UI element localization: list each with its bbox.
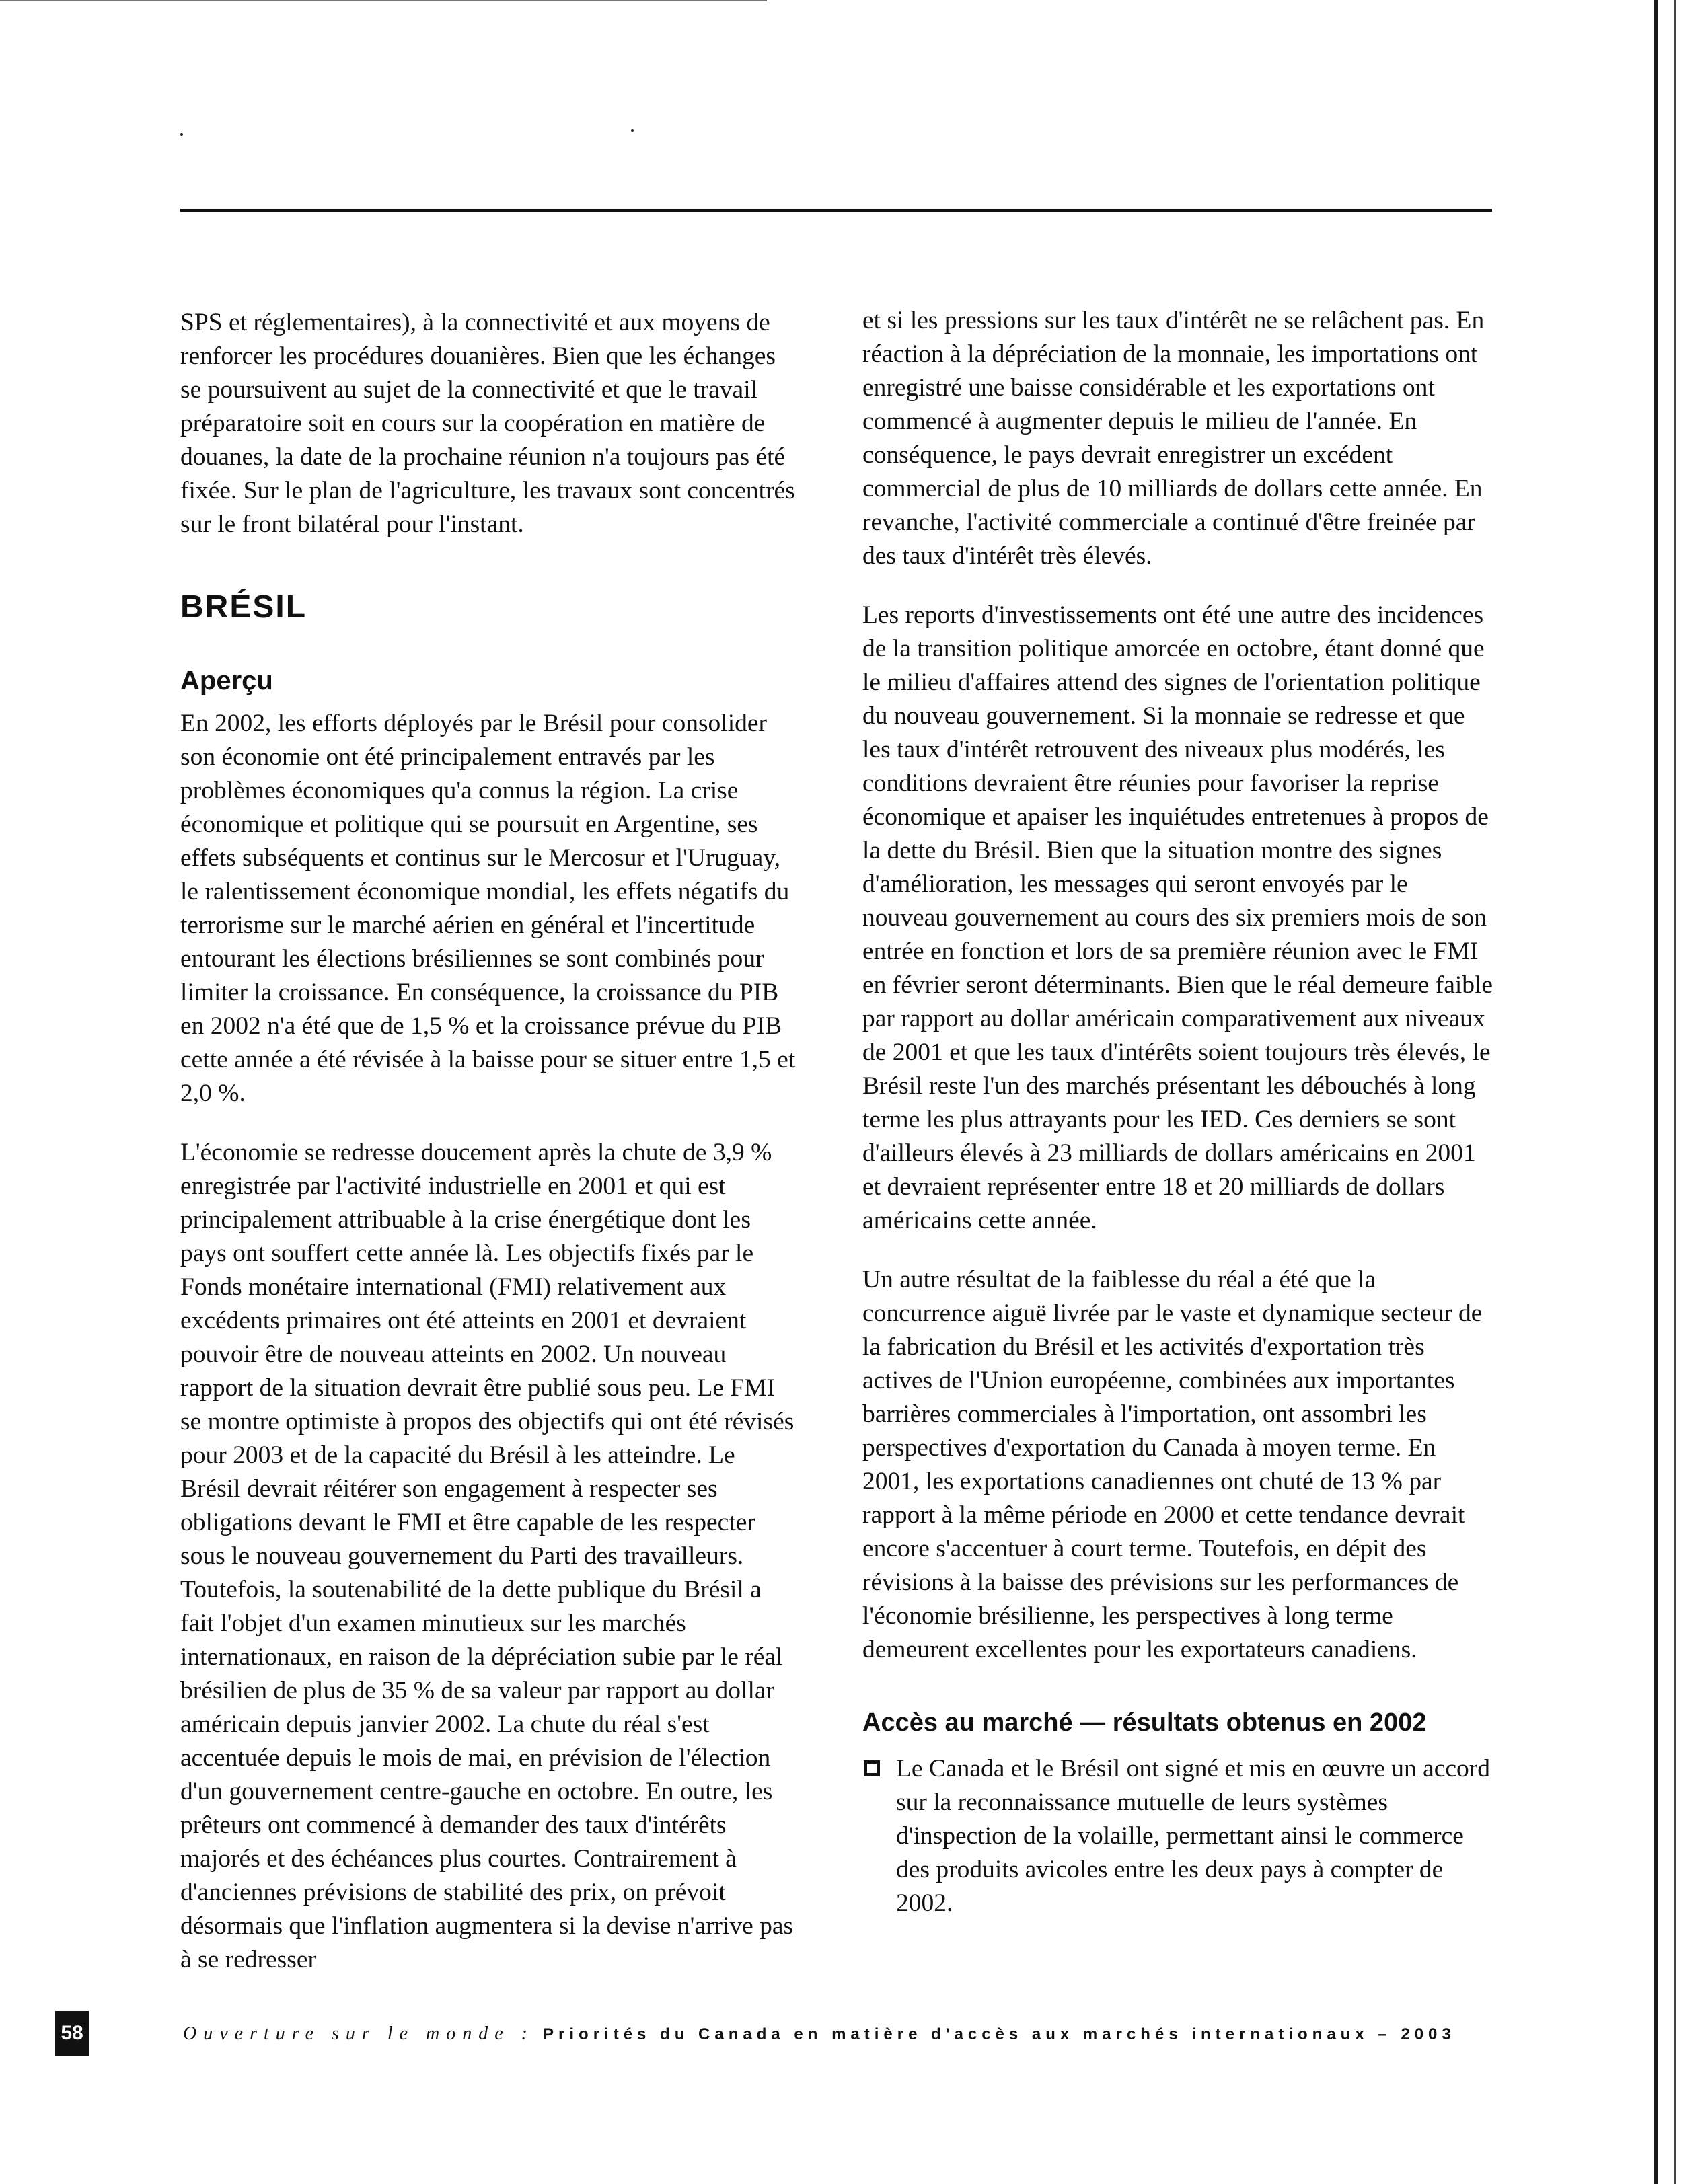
header-rule <box>180 209 1492 212</box>
footer <box>183 2023 1456 2045</box>
section-heading: BRÉSIL <box>180 589 307 625</box>
scan-right-edge <box>1654 0 1658 2184</box>
body-paragraph: Les reports d'investissements ont été une autre des incidences de la transition politique amorcée en octobre, étant donné que le milieu d'affaires attend des signes de l'orientation politique du nouveau gouvernement. Si la monnaie se redresse et que les taux d'intérêt retrouvent des niveaux plus modérés, les conditions devraient être réunies pour favoriser la reprise économique et apaiser les inquiétudes entretenues à propos de la dette du Brésil. Bien que la situation montre des signes d'amélioration, les messages qui seront envoyés par le nouveau gouvernement au cours des six premiers mois de son entrée en fonction et lors de sa première réunion avec le FMI en février seront déterminants. Bien que le réal demeure faible par rapport au dollar américain comparativement aux niveaux de 2001 et que les taux d'intérêts soient toujours très élevés, le Brésil reste l'un des marchés présentant les débouchés à long terme les plus attrayants pour les IED. Ces derniers se sont d'ailleurs élevés à 23 milliards de dollars américains en 2001 et devraient représenter entre 18 et 20 milliards de dollars américains cette année. <box>862 601 1493 1234</box>
sub-heading-overview: Aperçu <box>180 666 273 695</box>
scan-speck <box>180 133 183 136</box>
bullet-item <box>862 1752 1495 1920</box>
right-column <box>862 304 1495 1920</box>
left-column <box>180 306 799 2002</box>
scan-speck <box>631 129 634 132</box>
intro-paragraph: SPS et réglementaires), à la connectivité et aux moyens de renforcer les procédures douanières. Bien que les échanges se poursuivent au sujet de la connectivité et que le travail préparatoire soit en cours sur la coopération en matière de douanes, la date de la prochaine réunion n'a toujours pas été fixée. Sur le plan de l'agriculture, les travaux sont concentrés sur le front bilatéral pour l'instant. <box>180 309 795 538</box>
bullet-text: Le Canada et le Brésil ont signé et mis en œuvre un accord sur la reconnaissance mutuelle de leurs systèmes d'inspection de la volaille, permettant ainsi le commerce des produits avicoles entre les deux pays à compter de 2002. <box>896 1755 1491 1917</box>
body-paragraph: L'économie se redresse doucement après la chute de 3,9 % enregistrée par l'activité industrielle en 2001 et qui est principalement attribuable à la crise énergétique dont les pays ont souffert cette année là. Les objectifs fixés par le Fonds monétaire international (FMI) relativement aux excédents primaires ont été atteints en 2001 et devraient pouvoir être de nouveau atteints en 2002. Un nouveau rapport de la situation devrait être publié sous peu. Le FMI se montre optimiste à propos des objectifs qui ont été révisés pour 2003 et de la capacité du Brésil à les atteindre. Le Brésil devrait réitérer son engagement à respecter ses obligations devant le FMI et être capable de les respecter sous le nouveau gouvernement du Parti des travailleurs. Toutefois, la soutenabilité de la dette publique du Brésil a fait l'objet d'un examen minutieux sur les marchés internationaux, en raison de la dépréciation subie par le réal brésilien de plus de 35 % de sa valeur par rapport au dollar américain depuis janvier 2002. La chute du réal s'est accentuée depuis le mois de mai, en prévision de l'élection d'un gouvernement centre-gauche en octobre. En outre, les prêteurs ont commencé à demander des taux d'intérêts majorés et des échéances plus courtes. Contrairement à d'anciennes prévisions de stabilité des prix, on prévoit désormais que l'inflation augmentera si la devise n'arrive pas à se redresser <box>180 1139 794 1973</box>
body-paragraph: et si les pressions sur les taux d'intérêt ne se relâchent pas. En réaction à la dépréciation de la monnaie, les importations ont enregistré une baisse considérable et les exportations ont commencé à augmenter depuis le milieu de l'année. En conséquence, le pays devrait enregistrer un excédent commercial de plus de 10 milliards de dollars cette année. En revanche, l'activité commerciale a continué d'être freinée par des taux d'intérêt très élevés. <box>862 307 1485 570</box>
page-number: 58 <box>55 2011 89 2056</box>
scan-top-line <box>0 0 767 1</box>
square-bullet-icon <box>864 1760 880 1776</box>
footer-title: Ouverture sur le monde : <box>183 2023 535 2044</box>
footer-subtitle: Priorités du Canada en matière d'accès aux marchés internationaux – 2003 <box>543 2025 1456 2043</box>
body-paragraph: Un autre résultat de la faiblesse du réal a été que la concurrence aiguë livrée par le vaste et dynamique secteur de la fabrication du Brésil et les activités d'exportation très actives de l'Union européenne, combinées aux importantes barrières commerciales à l'importation, ont assombri les perspectives d'exportation du Canada à moyen terme. En 2001, les exportations canadiennes ont chuté de 13 % par rapport à la même période en 2000 et cette tendance devrait encore s'accentuer à court terme. Toutefois, en dépit des révisions à la baisse des prévisions sur les performances de l'économie brésilienne, les perspectives à long terme demeurent excellentes pour les exportateurs canadiens. <box>862 1266 1483 1663</box>
sub-heading-market-access: Accès au marché — résultats obtenus en 2002 <box>862 1708 1427 1737</box>
body-paragraph: En 2002, les efforts déployés par le Brésil pour consolider son économie ont été principalement entravés par les problèmes économiques qu'a connus la région. La crise économique et politique qui se poursuit en Argentine, ses effets subséquents et continus sur le Mercosur et l'Uruguay, le ralentissement économique mondial, les effets négatifs du terrorisme sur le marché aérien en général et l'incertitude entourant les élections brésiliennes se sont combinés pour limiter la croissance. En conséquence, la croissance du PIB en 2002 n'a été que de 1,5 % et la croissance prévue du PIB cette année a été révisée à la baisse pour se situer entre 1,5 et 2,0 %. <box>180 710 796 1107</box>
scan-right-edge-inner <box>1674 0 1676 2184</box>
